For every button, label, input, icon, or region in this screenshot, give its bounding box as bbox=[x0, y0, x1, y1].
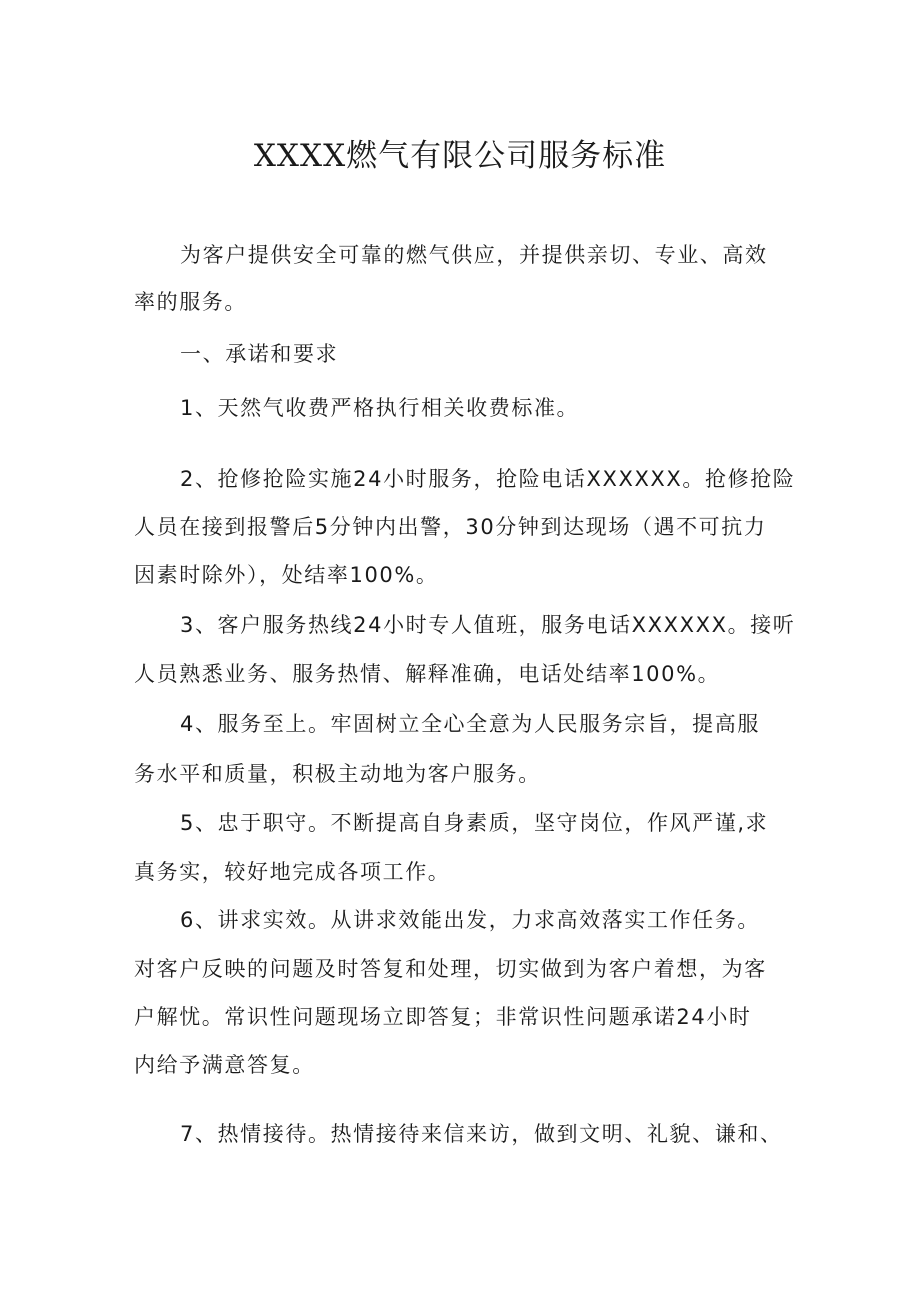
item-5-line-1: 5、忠于职守。不断提高自身素质，坚守岗位，作风严谨,求 bbox=[180, 811, 769, 835]
item-2-line-3: 因素时除外），处结率100%。 bbox=[134, 563, 439, 587]
item-3-line-1: 3、客户服务热线24小时专人值班，服务电话XXXXXX。接听 bbox=[180, 613, 796, 637]
item-2-line-1: 2、抢修抢险实施24小时服务，抢险电话XXXXXX。抢修抢险 bbox=[180, 467, 796, 491]
document-title: XXXX燃气有限公司服务标准 bbox=[253, 138, 667, 174]
item-6-line-3: 户解忧。常识性问题现场立即答复；非常识性问题承诺24小时 bbox=[134, 1005, 752, 1029]
item-4-line-2: 务水平和质量，积极主动地为客户服务。 bbox=[134, 762, 541, 786]
item-6-line-1: 6、讲求实效。从讲求效能出发，力求高效落实工作任务。 bbox=[180, 908, 760, 932]
item-3-line-2: 人员熟悉业务、服务热情、解释准确，电话处结率100%。 bbox=[134, 662, 721, 686]
section-heading: 一、承诺和要求 bbox=[180, 342, 339, 366]
intro-line-2: 率的服务。 bbox=[134, 290, 247, 314]
intro-line-1: 为客户提供安全可靠的燃气供应，并提供亲切、专业、高效 bbox=[180, 243, 768, 267]
item-6-line-4: 内给予满意答复。 bbox=[134, 1053, 315, 1077]
item-7-line-1: 7、热情接待。热情接待来信来访，做到文明、礼貌、谦和、 bbox=[180, 1122, 783, 1146]
item-2-line-2: 人员在接到报警后5分钟内出警，30分钟到达现场（遇不可抗力 bbox=[134, 515, 767, 539]
item-6-line-2: 对客户反映的问题及时答复和处理，切实做到为客户着想，为客 bbox=[134, 957, 767, 981]
item-1-line-1: 1、天然气收费严格执行相关收费标准。 bbox=[180, 396, 580, 420]
item-4-line-1: 4、服务至上。牢固树立全心全意为人民服务宗旨，提高服 bbox=[180, 712, 760, 736]
item-5-line-2: 真务实，较好地完成各项工作。 bbox=[134, 860, 451, 884]
